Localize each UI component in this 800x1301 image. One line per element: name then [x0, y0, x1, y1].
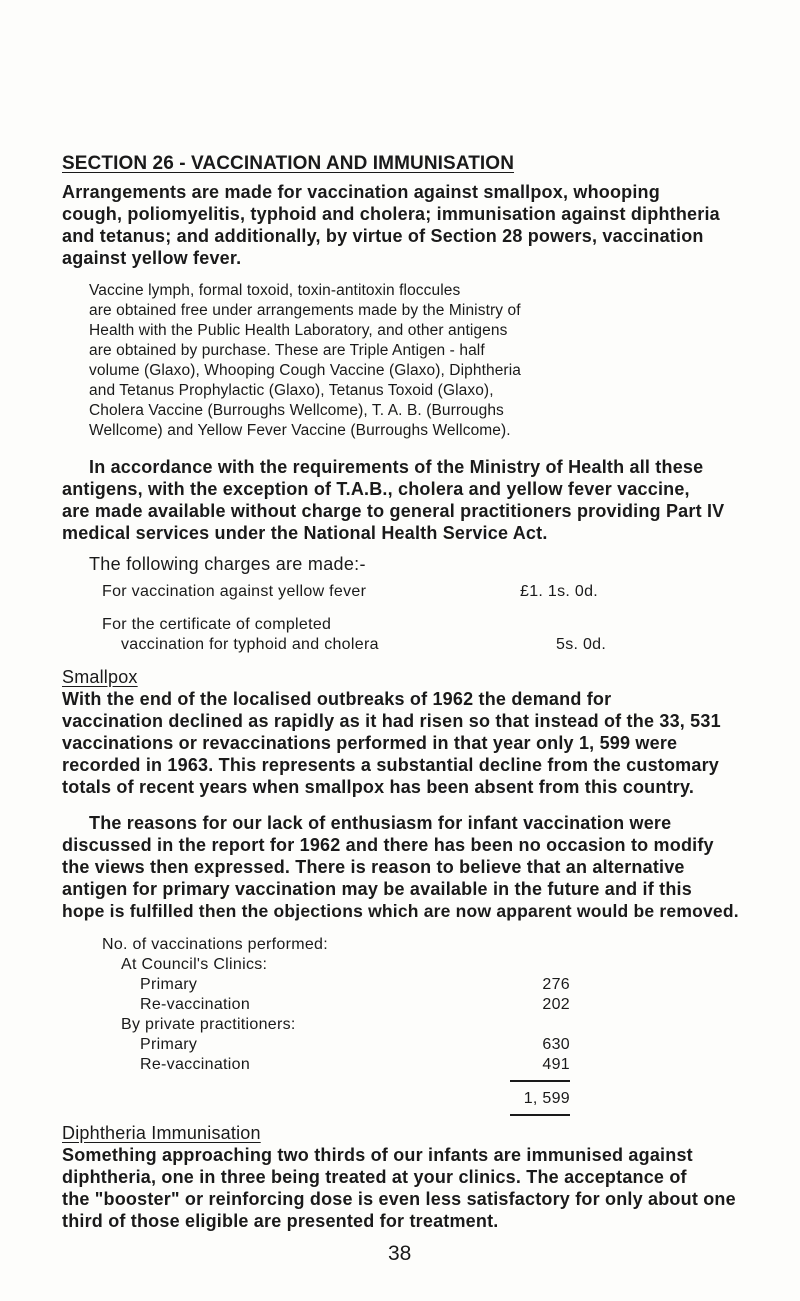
supply-note-line: and Tetanus Prophylactic (Glaxo), Tetanus Toxoid (Glaxo), — [89, 382, 494, 399]
supply-note-line: Cholera Vaccine (Burroughs Wellcome), T. A. B. (Burroughs — [89, 402, 504, 419]
ministry-line: medical services under the National Health Service Act. — [62, 523, 548, 543]
supply-note-line: Vaccine lymph, formal toxoid, toxin-antitoxin floccules — [89, 282, 461, 299]
intro-line: Arrangements are made for vaccination against smallpox, whooping — [62, 182, 660, 202]
row-value: 276 — [542, 976, 570, 993]
diphtheria-line: the "booster" or reinforcing dose is even less satisfactory for only about one — [62, 1189, 736, 1209]
smallpox-line: antigen for primary vaccination may be available in the future and if this — [62, 879, 692, 899]
charge-label: vaccination for typhoid and cholera — [121, 636, 379, 653]
diphtheria-heading: Diphtheria Immunisation — [62, 1123, 261, 1143]
charge-label: For vaccination against yellow fever — [102, 583, 367, 600]
smallpox-line: totals of recent years when smallpox has been absent from this country. — [62, 777, 695, 797]
intro-line: against yellow fever. — [62, 248, 242, 268]
smallpox-heading: Smallpox — [62, 667, 138, 687]
diphtheria-line: diphtheria, one in three being treated at your clinics. The acceptance of — [62, 1167, 687, 1187]
ministry-line: antigens, with the exception of T.A.B., cholera and yellow fever vaccine, — [62, 479, 690, 499]
smallpox-line: vaccinations or revaccinations performed in that year only 1, 599 were — [62, 733, 678, 753]
diphtheria-line: Something approaching two thirds of our infants are immunised against — [62, 1145, 693, 1165]
smallpox-line: vaccination declined as rapidly as it had risen so that instead of the 33, 531 — [62, 711, 721, 731]
smallpox-line: recorded in 1963. This represents a substantial decline from the customary — [62, 755, 720, 775]
row-value: 202 — [542, 996, 570, 1013]
ministry-line: are made available without charge to general practitioners providing Part IV — [62, 501, 725, 521]
row-label: Re-vaccination — [140, 996, 251, 1013]
supply-note-line: volume (Glaxo), Whooping Cough Vaccine (Glaxo), Diphtheria — [89, 362, 521, 379]
charge-amount: 5s. 0d. — [556, 636, 607, 653]
smallpox-line: The reasons for our lack of enthusiasm for infant vaccination were — [89, 813, 672, 833]
charges-heading: The following charges are made:- — [89, 554, 366, 574]
supply-note-line: are obtained free under arrangements made by the Ministry of — [89, 302, 521, 319]
total-rule-top — [510, 1080, 570, 1082]
group-label: At Council's Clinics: — [121, 956, 268, 973]
smallpox-line: With the end of the localised outbreaks of 1962 the demand for — [62, 689, 612, 709]
smallpox-line: discussed in the report for 1962 and there has been no occasion to modify — [62, 835, 714, 855]
ministry-line: In accordance with the requirements of the Ministry of Health all these — [89, 457, 704, 477]
row-value: 630 — [542, 1036, 570, 1053]
table-total: 1, 599 — [523, 1090, 570, 1107]
group-label: By private practitioners: — [121, 1016, 296, 1033]
section-title: SECTION 26 - VACCINATION AND IMMUNISATION — [62, 153, 515, 174]
supply-note-line: Health with the Public Health Laboratory, and other antigens — [89, 322, 508, 339]
charge-label: For the certificate of completed — [102, 616, 332, 633]
row-label: Re-vaccination — [140, 1056, 251, 1073]
charge-amount: £1. 1s. 0d. — [520, 583, 599, 600]
supply-note-line: are obtained by purchase. These are Triple Antigen - half — [89, 342, 485, 359]
smallpox-line: hope is fulfilled then the objections which are now apparent would be removed. — [62, 901, 739, 921]
row-value: 491 — [542, 1056, 570, 1073]
row-label: Primary — [140, 1036, 198, 1053]
intro-line: cough, poliomyelitis, typhoid and cholera; immunisation against diphtheria — [62, 204, 720, 224]
diphtheria-line: third of those eligible are presented for treatment. — [62, 1211, 499, 1231]
total-rule-bottom — [510, 1114, 570, 1116]
page-number: 38 — [388, 1242, 412, 1265]
smallpox-line: the views then expressed. There is reason to believe that an alternative — [62, 857, 685, 877]
row-label: Primary — [140, 976, 198, 993]
table-title: No. of vaccinations performed: — [102, 936, 328, 953]
supply-note-line: Wellcome) and Yellow Fever Vaccine (Burroughs Wellcome). — [89, 422, 511, 439]
intro-line: and tetanus; and additionally, by virtue of Section 28 powers, vaccination — [62, 226, 704, 246]
